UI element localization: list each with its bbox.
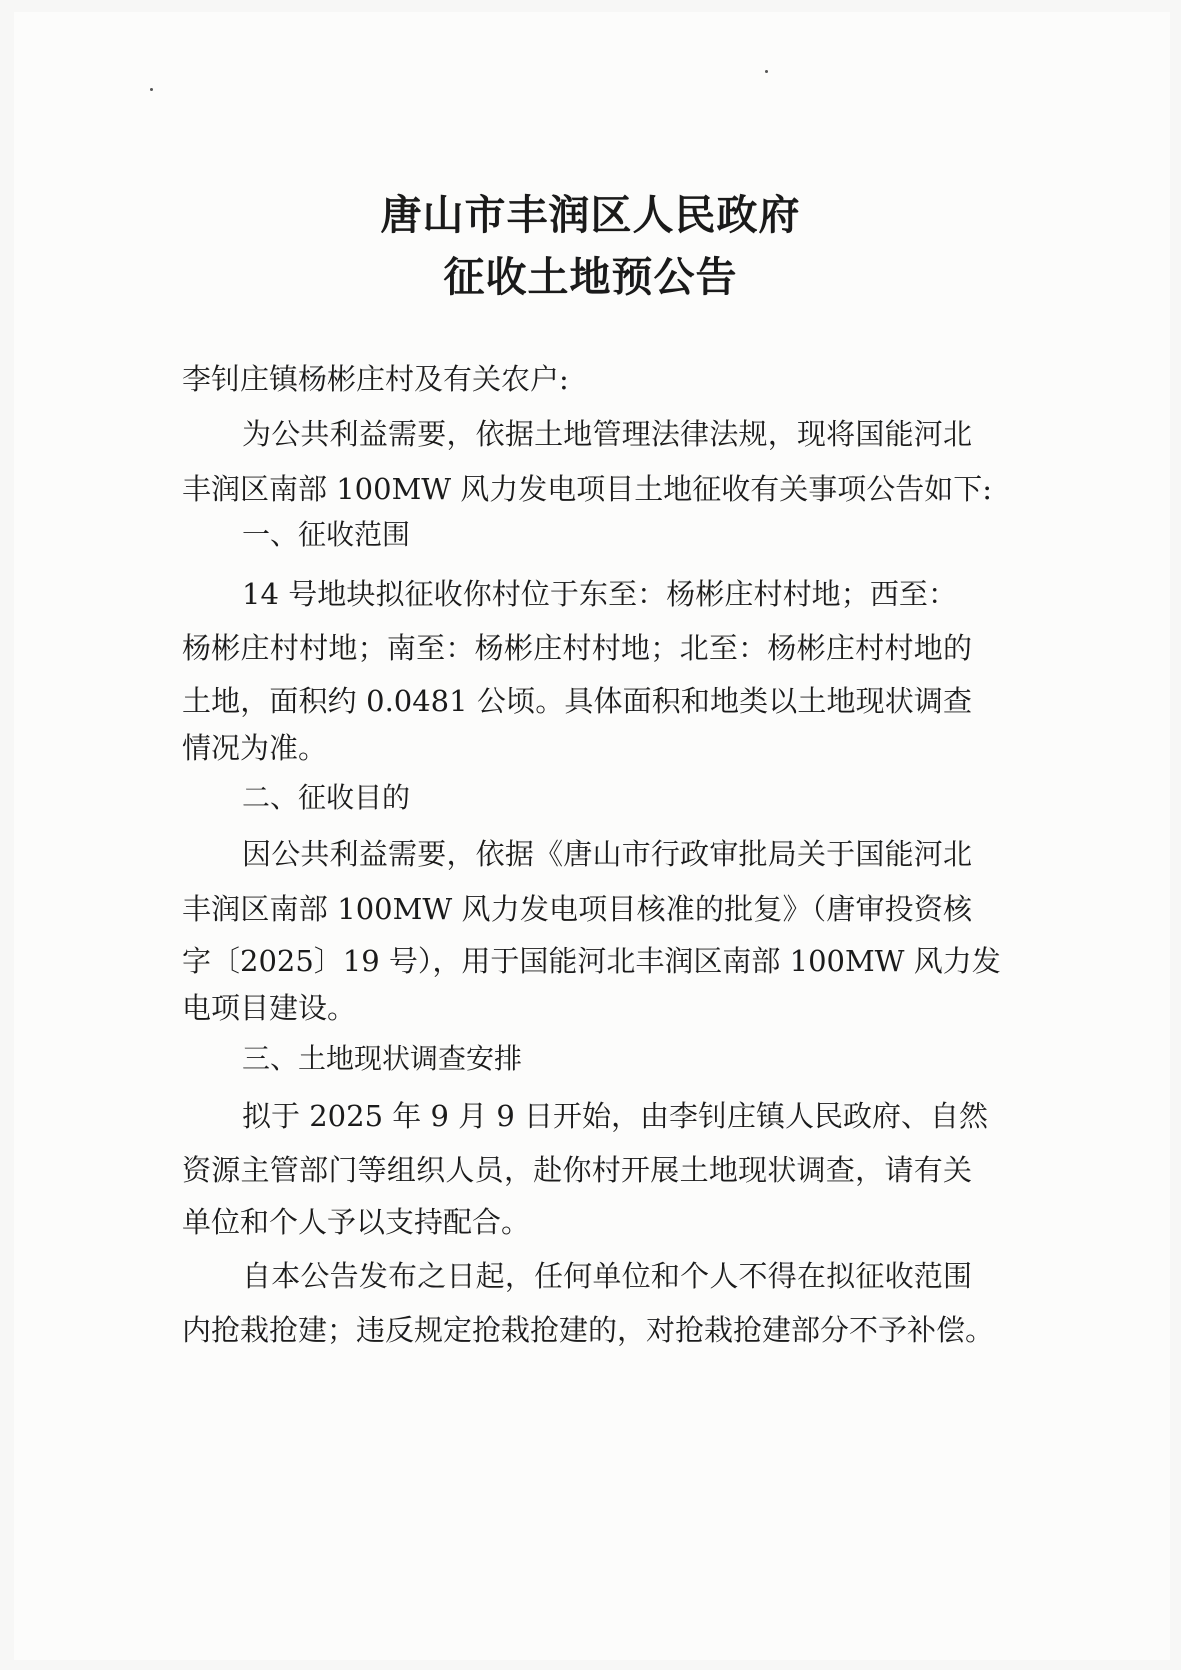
closing-line: 内抢栽抢建；违反规定抢栽抢建的，对抢栽抢建部分不予补偿。 [182, 1313, 995, 1347]
section2-line: 因公共利益需要，依据《唐山市行政审批局关于国能河北 [242, 837, 972, 871]
section2-line: 电项目建设。 [182, 991, 357, 1025]
section1-line: 杨彬庄村村地；南至：杨彬庄村村地；北至：杨彬庄村村地的 [182, 631, 972, 665]
section3-heading: 三、土地现状调查安排 [242, 1042, 523, 1075]
scan-speck [150, 88, 153, 91]
intro-line: 为公共利益需要，依据土地管理法律法规，现将国能河北 [242, 417, 972, 451]
section2-heading: 二、征收目的 [242, 781, 411, 814]
scan-speck [765, 70, 768, 73]
section3-line: 拟于 2025 年 9 月 9 日开始，由李钊庄镇人民政府、自然 [242, 1099, 989, 1133]
section3-line: 单位和个人予以支持配合。 [182, 1205, 531, 1239]
section3-line: 资源主管部门等组织人员，赴你村开展土地现状调查，请有关 [182, 1153, 972, 1187]
document-title-line1: 唐山市丰润区人民政府 [380, 191, 801, 239]
section1-line: 土地，面积约 0.0481 公顷。具体面积和地类以土地现状调查 [182, 684, 972, 718]
section1-line: 情况为准。 [182, 731, 328, 765]
closing-line: 自本公告发布之日起，任何单位和个人不得在拟征收范围 [242, 1259, 972, 1293]
document-title-line2: 征收土地预公告 [443, 253, 738, 301]
section1-heading: 一、征收范围 [242, 518, 411, 551]
section1-line: 14 号地块拟征收你村位于东至：杨彬庄村村地；西至： [242, 577, 957, 611]
section2-line: 字〔2025〕19 号），用于国能河北丰润区南部 100MW 风力发 [182, 944, 1001, 978]
salutation: 李钊庄镇杨彬庄村及有关农户: [182, 362, 569, 396]
section2-line: 丰润区南部 100MW 风力发电项目核准的批复》（唐审投资核 [182, 892, 972, 926]
intro-line: 丰润区南部 100MW 风力发电项目土地征收有关事项公告如下: [182, 472, 993, 506]
